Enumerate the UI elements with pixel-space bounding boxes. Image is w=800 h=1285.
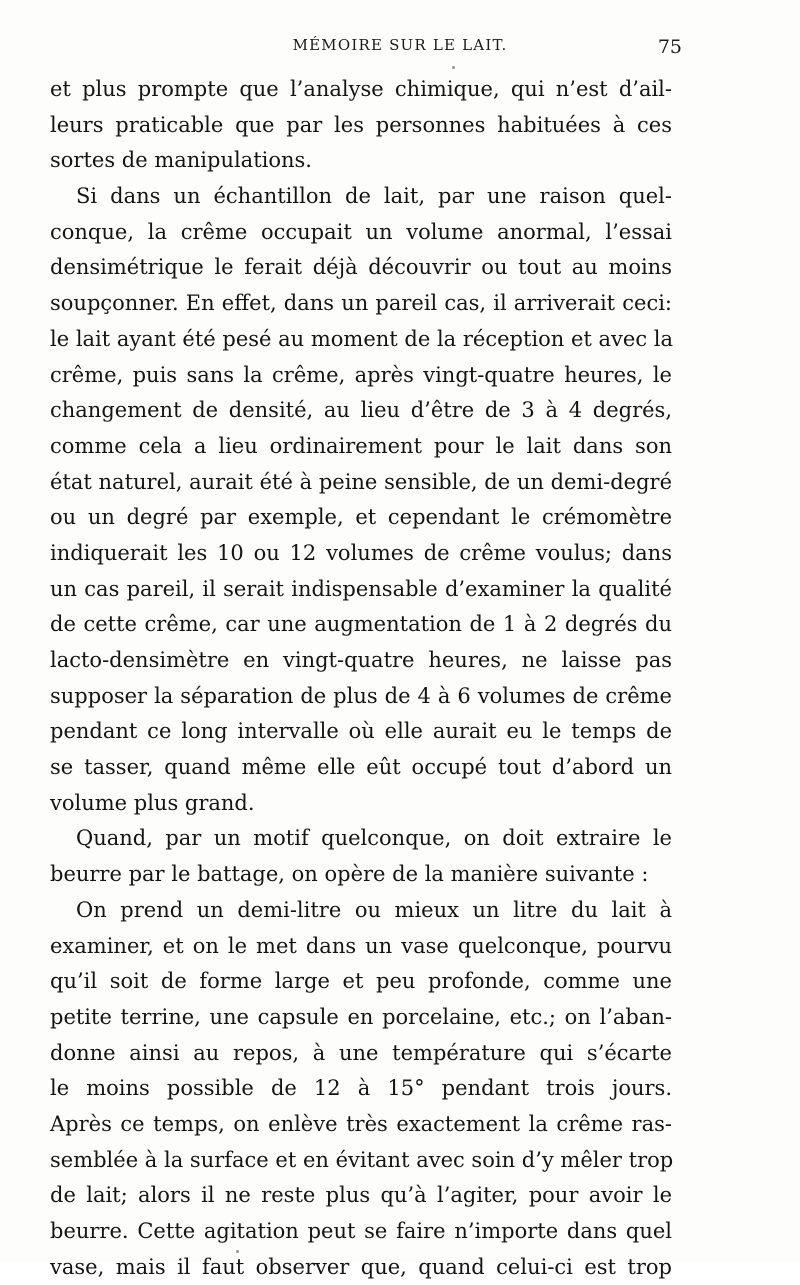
text-line: beurre. Cette agitation peut se faire n’importe dans quel [50,1219,672,1243]
text-line: un cas pareil, il serait indispensable d’examiner la qualité [50,576,672,601]
print-speck [236,1250,239,1253]
text-line: état naturel, aurait été à peine sensible, de un demi-degré [50,469,672,494]
text-line: densimétrique le ferait déjà découvrir ou tout au moins [50,255,672,280]
text-line: semblée à la surface et en évitant avec soin d’y mêler trop [50,1147,674,1172]
text-line: crême, puis sans la crême, après vingt-quatre heures, le [50,362,672,387]
paragraph-first-line: Quand, par un motif quelconque, on doit extraire le [76,826,672,851]
running-title: MÉMOIRE SUR LE LAIT. [292,36,508,54]
text-line: lacto-densimètre en vingt-quatre heures, ne laisse pas [50,648,672,672]
text-line: beurre par le battage, on opère de la manière suivante : [50,862,649,887]
text-line: se tasser, quand même elle eût occupé tout d’abord un [50,755,672,780]
text-line: volume plus grand. [50,790,255,815]
paragraph-first-line: Si dans un échantillon de lait, par une raison quel- [76,184,672,209]
text-line: changement de densité, au lieu d’être de 3 à 4 degrés, [50,398,672,423]
text-line: comme cela a lieu ordinairement pour le lait dans son [50,433,672,458]
body-text [50,72,672,1285]
page-number: 75 [657,36,682,58]
print-speck [452,66,455,69]
text-line: sortes de manipulations. [50,148,312,173]
text-line: qu’il soit de forme large et peu profonde, comme une [50,969,672,994]
text-line: leurs praticable que par les personnes habituées à ces [50,112,672,137]
text-line: conque, la crême occupait un volume anormal, l’essai [50,219,672,244]
text-line: petite terrine, une capsule en porcelaine, etc.; on l’aban- [50,1004,672,1029]
text-line: soupçonner. En effet, dans un pareil cas, il arriverait ceci: [50,291,672,316]
text-line: de cette crême, car une augmentation de 1 à 2 degrés du [50,612,672,637]
text-line: indiquerait les 10 ou 12 volumes de crême voulus; dans [50,540,672,565]
text-line: pendant ce long intervalle où elle aurait eu le temps de [50,719,672,744]
text-line: examiner, et on le met dans un vase quelconque, pourvu [50,933,672,958]
text-line: vase, mais il faut observer que, quand celui-ci est trop [50,1254,672,1279]
running-head [0,36,800,60]
text-line: de lait; alors il ne reste plus qu’à l’agiter, pour avoir le [50,1183,672,1208]
text-line: supposer la séparation de plus de 4 à 6 volumes de crême [50,683,672,708]
text-line: le lait ayant été pesé au moment de la réception et avec la [50,326,673,351]
text-line: ou un degré par exemple, et cependant le crémomètre [50,505,672,530]
paragraph-first-line: On prend un demi-litre ou mieux un litre du lait à [76,897,672,922]
text-line: Après ce temps, on enlève très exactement la crême ras- [50,1111,672,1136]
text-line: le moins possible de 12 à 15° pendant trois jours. [50,1076,672,1101]
text-line: et plus prompte que l’analyse chimique, qui n’est d’ail- [50,77,672,101]
text-line: donne ainsi au repos, à une température qui s’écarte [50,1040,672,1065]
